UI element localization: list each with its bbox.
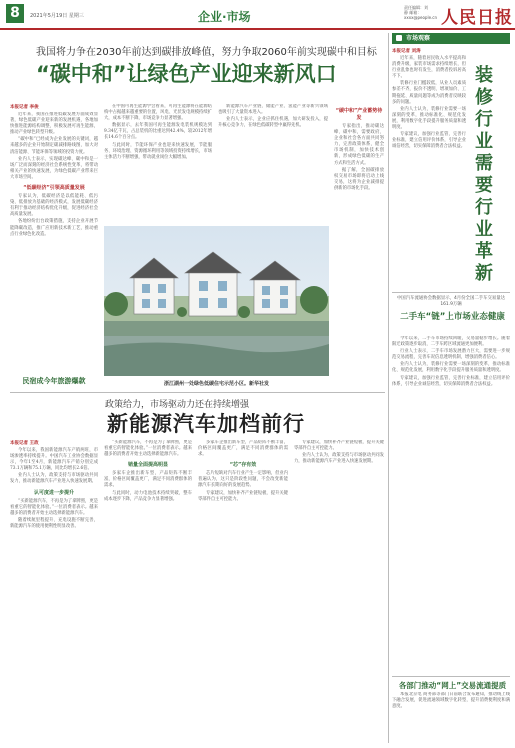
paragraph: 多家车企推出新车型，产品矩阵不断丰富，价格区间覆盖更广，满足不同消费群体的需求。 [198,440,288,458]
paragraph: 今年以来，二手车市场持续回暖，交易量稳步增长。随着限迁政策逐步取消，二手车跨区域流通更加便利。 [392,336,510,348]
paragraph: 专家建议，加快补齐产业链短板，提升关键零部件自主可控能力。 [198,490,288,502]
paragraph: 本报北京电 商务部等部门日前联合发布通知，推动线上线下融合发展，促进流通领域数字化转型，提升消费便利度和满意度。 [392,692,510,710]
house-landscape-image [104,226,329,376]
editor-line: 责任编辑：刘静 邮箱：xxxx@people.cn [404,5,438,20]
paragraph: 今年以来，我国新能源汽车产销两旺，市场渗透率持续提升。中国汽车工业协会数据显示，今年1至4月，新能源汽车产销分别完成73.1万辆和75.1万辆，同比均增长2.6倍。 [10,448,98,472]
sidebar-vertical-title: 装修行业需要行业革新 [475,65,493,284]
paragraph: 数据显示，去年我国可再生能源发电装机规模达到9.34亿千瓦，占总装机的比重达到42.4%，较2012年增长14.6个百分点。 [104,123,212,141]
paragraph: 多家车企推出新车型，产品矩阵不断丰富，价格区间覆盖更广，满足不同消费群体的需求。 [104,471,192,489]
paragraph: “碳中和”已经成为企业发展的关键词，越来越多的企业开始制定碳减排路线图，加大对清洁能源、节能环保等领域的投资力度。 [10,137,98,155]
paragraph: 业内人士表示，企业应抓住机遇，加大研发投入，提升核心竞争力，在绿色低碳转型中赢得先机。 [218,117,328,129]
paragraph: 近年来，我国在推进低碳发展方面成效显著，绿色低碳产业迎来新的发展机遇，各地加快推进能源结构调整，积极发展可再生能源，推动产业绿色转型升级。 [10,112,98,136]
sidebar-item3-title: 各部门推动“网上”交易流通提质 [398,681,507,690]
photo-caption: 浙江湖州一处绿色低碳住宅示范小区。新华社发 [163,381,269,387]
sidebar-item2-title: 二手车“链”上市场业态健康 [400,312,505,322]
paragraph: 专家建议，加强行业监管，完善行业标准，建立信用评价体系，引导企业诚信经营，切实保障消费者合法权益。 [392,375,510,387]
second-title: 新能源汽车加档前行 [107,412,305,436]
paragraph: 芯片短缺对汽车行业产生一定影响，但业内普遍认为，这只是阶段性问题，不会改变新能源汽车长期向好的发展趋势。 [198,471,288,489]
paragraph: 装修行业门槛较低，从业人员素质参差不齐，报价不透明、增项加价、工期拖延、质量问题等成为消费者反映较多的问题。 [392,81,466,105]
second-column-2 [104,440,192,740]
subheading: “碳中和”产业蓄势待发 [335,108,383,121]
subheading: “芯”存有效 [229,462,257,469]
newspaper-logo: 人民日报 [441,8,513,28]
sidebar-item2-body [392,336,510,672]
second-column-1 [10,440,98,740]
paragraph: 与此同时，节能环保产业也迎来快速发展，节能服务、环境治理、资源循环利用等领域投资持续增长，市场主体活力不断增强，带动就业岗位大幅增加。 [104,142,212,160]
section-title: 企业·市场 [198,10,251,24]
paragraph: 业内人士认为，政策支持与市场驱动共同发力，推动新能源汽车产业进入快速发展期。 [10,473,98,485]
paragraph: 近年来，随着居民收入水平提高和消费升级，家装市场需求持续增长，但行业乱象也时有发生，消费者投诉居高不下。 [392,56,466,80]
subheading: 认可度进一步提升 [33,489,74,496]
side-caption: 民宿成今年旅游爆款 [22,377,86,385]
paragraph: 专家认为，低碳经济是以低能耗、低污染、低排放为基础的经济模式，发展低碳经济有利于推动经济结构优化升级，促进经济社会高质量发展。 [10,194,98,218]
paragraph: 在中国可再生能源学会看来，可再生能源将在能源结构中占据越来越重要的位置，风电、光伏发电规模持续扩大，成本不断下降，市场竞争力显著增强。 [104,104,212,122]
sidebar-header: 市场观察 [392,33,510,44]
sidebar-byline: 本报记者 刘涛 [392,49,421,54]
page-number: 8 [6,4,24,23]
sidebar-column [392,48,466,288]
second-column-4 [294,440,384,740]
subheading: “低碳经济”引领高质量发展 [23,185,85,192]
paragraph: 业内人士认为，政策支持与市场驱动共同发力，推动新能源汽车产业进入快速发展期。 [294,453,384,465]
lead-kicker: 我国将力争在2030年前达到碳排放峰值，努力争取2060年前实现碳中和目标 [36,47,377,58]
paragraph: 与此同时，动力电池技术持续突破，整车成本逐步下降，产品竞争力显著增强。 [104,490,192,502]
paragraph: 专家指出，推动碳达峰、碳中和，需要政府、企业和社会各方面共同努力，完善政策体系，健全市场机制，加快技术创新，形成绿色低碳的生产方式和生活方式。 [334,124,384,166]
divider [10,392,385,393]
paragraph: 专家建议，加快补齐产业链短板，提升关键零部件自主可控能力。 [294,440,384,452]
paragraph: 专家建议，加强行业监管，完善行业标准，建立信用评价体系，引导企业诚信经营，切实保障消费者合法权益。 [392,132,466,150]
divider [392,292,510,293]
lead-title: “碳中和”让绿色产业迎来新风口 [36,62,337,86]
paragraph: 新能源汽车产业链、储能产业、氢能产业等新兴领域也吸引了大量资本进入。 [218,104,328,116]
paragraph: 业内人士表示，实现碳达峰、碳中和是一场广泛而深刻的经济社会系统性变革，将带动相关产业的快速发展，为绿色低碳产业带来巨大市场空间。 [10,156,98,180]
second-byline: 本报记者 王政 [10,441,39,446]
paragraph: 随着续航里程提升、充电设施不断完善，新能源汽车的使用便利性明显改善。 [10,517,98,529]
lead-column-3 [218,104,328,222]
page-header [0,0,515,30]
divider [392,676,510,677]
sidebar-item2-kicker: 中国汽车流通协会数据显示，4月份全国二手车交易量达161.9万辆 [396,296,506,307]
lead-column-4 [334,104,384,386]
subheading: 销量全面提高明显 [127,462,168,469]
second-kicker: 政策给力，市场驱动力还在持续增强 [105,400,250,410]
lead-column-2 [104,104,212,222]
lead-byline: 本报记者 李俊 [10,105,39,110]
sidebar-item3-body [392,692,510,744]
lead-photo [104,226,329,376]
issue-date: 2021年5月19日 星期三 [30,13,84,19]
second-column-3 [198,440,288,740]
lead-column-1 [10,112,98,347]
paragraph: 各地纷纷出台政策措施，支持企业开展节能降碳改造，推广应用新技术新工艺，推动重点行业绿色化改造。 [10,219,98,237]
paragraph: “买新能源汽车，不再是为了拿牌照，更是看重它的智能化体验。”一位消费者表示。越来越多的消费者开始主动选择新能源汽车。 [10,498,98,516]
paragraph: “买新能源汽车，不再是为了拿牌照，更是看重它的智能化体验。”一位消费者表示。越来越多的消费者开始主动选择新能源汽车。 [104,440,192,458]
paragraph: 业内人士认为，装修行业需要一场深刻的变革，推动标准化、规范化发展，利用数字化手段提升服务质量和透明度。 [392,106,466,131]
column-divider [388,33,389,743]
paragraph: 业内人士认为，装修行业需要一场深刻的变革，推动标准化、规范化发展，利用数字化手段提升服务质量和透明度。 [392,362,510,374]
paragraph: 行业人士表示，二手车市场发展潜力巨大，需要进一步规范交易流程，完善车况信息透明机制，增强消费者信心。 [392,349,510,361]
paragraph: 据了解，全国碳排放权交易市场即将启动上线交易，这将为企业减排提供新的市场化手段。 [334,167,384,191]
